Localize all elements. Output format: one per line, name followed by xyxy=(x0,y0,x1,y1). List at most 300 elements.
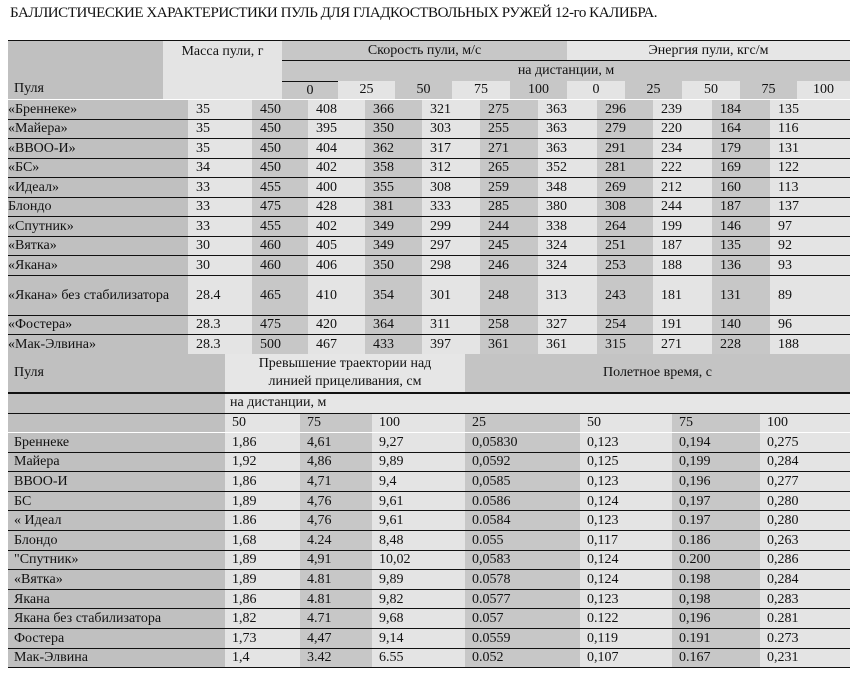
table-cell: 279 xyxy=(597,120,653,139)
table-cell: 259 xyxy=(480,178,538,197)
header-distance-label: на дистанции, м xyxy=(517,63,615,78)
table-cell: 6.55 xyxy=(372,649,465,668)
table-cell: 0,231 xyxy=(760,649,850,668)
table-cell: 0.0559 xyxy=(465,629,580,648)
table-row xyxy=(8,178,850,198)
header-distance-8: 75 xyxy=(740,81,797,99)
table-cell: 433 xyxy=(365,335,422,354)
table-cell: 131 xyxy=(770,139,850,158)
table-cell: 96 xyxy=(770,316,850,335)
table-cell: 381 xyxy=(365,198,422,217)
header-flight-time-label: Полетное время, с xyxy=(603,365,712,380)
table-cell: 271 xyxy=(480,139,538,158)
header-distance-7: 50 xyxy=(682,81,740,99)
table-cell: 1,86 xyxy=(225,433,300,452)
header-blank xyxy=(8,414,225,432)
table-cell: 406 xyxy=(308,256,365,275)
table-cell: 428 xyxy=(308,198,365,217)
table-cell: 363 xyxy=(538,100,597,119)
table-cell: 10,02 xyxy=(372,551,465,570)
table-cell: 338 xyxy=(538,217,597,236)
table-cell: 4,61 xyxy=(300,433,372,452)
bullet-name: Якана xyxy=(8,590,225,609)
table-cell: 258 xyxy=(480,316,538,335)
table-cell: 363 xyxy=(538,120,597,139)
table-row xyxy=(8,629,850,649)
table-cell: 0.186 xyxy=(672,531,760,550)
table-cell: 253 xyxy=(597,256,653,275)
table-cell: 1,73 xyxy=(225,629,300,648)
table-cell: 116 xyxy=(770,120,850,139)
table-cell: 271 xyxy=(653,335,712,354)
header-mass-label: Масса пули, г xyxy=(181,44,264,59)
table-cell: 350 xyxy=(365,120,422,139)
header-distance-3: 25 xyxy=(465,414,580,432)
bullet-name: «Бреннеке» xyxy=(8,100,188,119)
header-distance-label: на дистанции, м xyxy=(230,395,327,410)
table-cell: 181 xyxy=(653,276,712,315)
table-cell: 169 xyxy=(712,159,770,178)
table-cell: 317 xyxy=(422,139,480,158)
table-cell: 9,89 xyxy=(372,453,465,472)
table-cell: 355 xyxy=(365,178,422,197)
table-cell: 246 xyxy=(480,256,538,275)
table-cell: 4.71 xyxy=(300,609,372,628)
bullet-name: «Майера» xyxy=(8,120,188,139)
table-cell: 30 xyxy=(188,256,252,275)
bullet-name: Блондо xyxy=(8,531,225,550)
table-cell: 0,280 xyxy=(760,511,850,530)
bullet-name: Фостера xyxy=(8,629,225,648)
table-cell: 28.3 xyxy=(188,316,252,335)
table-cell: 0,199 xyxy=(672,453,760,472)
table-cell: 9,61 xyxy=(372,511,465,530)
table-cell: 179 xyxy=(712,139,770,158)
table-cell: 4,71 xyxy=(300,472,372,491)
table-cell: 0,117 xyxy=(580,531,672,550)
table-row xyxy=(8,237,850,257)
table-cell: 1,86 xyxy=(225,590,300,609)
table-cell: 0,194 xyxy=(672,433,760,452)
bullet-name: БС xyxy=(8,492,225,511)
table-row xyxy=(8,531,850,551)
ballistics-table-body xyxy=(8,100,850,355)
table-cell: 397 xyxy=(422,335,480,354)
table-cell: 269 xyxy=(597,178,653,197)
table-cell: 0.055 xyxy=(465,531,580,550)
bullet-name: «БС» xyxy=(8,159,188,178)
table-cell: 366 xyxy=(365,100,422,119)
header-bullet xyxy=(8,41,163,99)
table-cell: 275 xyxy=(480,100,538,119)
table-cell: 222 xyxy=(653,159,712,178)
table-cell: 0.197 xyxy=(672,511,760,530)
table-cell: 164 xyxy=(712,120,770,139)
table-cell: 308 xyxy=(422,178,480,197)
table-cell: 420 xyxy=(308,316,365,335)
table-cell: 349 xyxy=(365,237,422,256)
table-cell: 33 xyxy=(188,178,252,197)
trajectory-table-header xyxy=(8,354,850,434)
table-cell: 33 xyxy=(188,198,252,217)
table-cell: 251 xyxy=(597,237,653,256)
ballistics-table-header xyxy=(8,40,850,102)
header-distances xyxy=(282,81,850,99)
header-bullet-label: Пуля xyxy=(14,365,44,380)
header-distance-6: 25 xyxy=(625,81,682,99)
header-bullet xyxy=(8,354,225,392)
table-cell: 311 xyxy=(422,316,480,335)
table-cell: 254 xyxy=(597,316,653,335)
header-distance-4: 100 xyxy=(510,81,567,99)
table-cell: 1,4 xyxy=(225,649,300,668)
header-distance-0: 50 xyxy=(225,414,300,432)
table-cell: 245 xyxy=(480,237,538,256)
bullet-name: «Якана» xyxy=(8,256,188,275)
table-cell: 93 xyxy=(770,256,850,275)
table-cell: 0,0585 xyxy=(465,472,580,491)
bullet-name: ВВОО-И xyxy=(8,472,225,491)
bullet-name: «Идеал» xyxy=(8,178,188,197)
table-cell: 0.198 xyxy=(672,570,760,589)
header-distance-2: 100 xyxy=(372,414,465,432)
table-cell: 35 xyxy=(188,120,252,139)
bullet-name: «Мак-Элвина» xyxy=(8,335,188,354)
table-cell: 228 xyxy=(712,335,770,354)
table-cell: 1,82 xyxy=(225,609,300,628)
table-cell: 160 xyxy=(712,178,770,197)
table-cell: 220 xyxy=(653,120,712,139)
table-cell: 296 xyxy=(597,100,653,119)
table-cell: 285 xyxy=(480,198,538,217)
table-cell: 0.281 xyxy=(760,609,850,628)
header-blank xyxy=(8,394,225,413)
table-cell: 255 xyxy=(480,120,538,139)
table-cell: 0,263 xyxy=(760,531,850,550)
table-cell: 187 xyxy=(653,237,712,256)
table-cell: 0,280 xyxy=(760,492,850,511)
table-row xyxy=(8,433,850,453)
table-cell: 239 xyxy=(653,100,712,119)
table-cell: 4,91 xyxy=(300,551,372,570)
table-row xyxy=(8,139,850,159)
table-cell: 146 xyxy=(712,217,770,236)
table-cell: 410 xyxy=(308,276,365,315)
table-cell: 291 xyxy=(597,139,653,158)
table-cell: 187 xyxy=(712,198,770,217)
header-distance-1: 75 xyxy=(300,414,372,432)
table-cell: 312 xyxy=(422,159,480,178)
table-cell: 0.052 xyxy=(465,649,580,668)
table-cell: 140 xyxy=(712,316,770,335)
header-energy xyxy=(567,41,850,61)
bullet-name: «ВВОО-И» xyxy=(8,139,188,158)
table-cell: 450 xyxy=(252,120,308,139)
table-cell: 315 xyxy=(597,335,653,354)
table-cell: 0,275 xyxy=(760,433,850,452)
table-cell: 450 xyxy=(252,100,308,119)
header-trajectory xyxy=(225,354,465,392)
table-cell: 188 xyxy=(653,256,712,275)
bullet-name: «Фостера» xyxy=(8,316,188,335)
header-distances xyxy=(225,414,850,432)
table-cell: 364 xyxy=(365,316,422,335)
table-row xyxy=(8,472,850,492)
table-cell: 0.167 xyxy=(672,649,760,668)
bullet-name: Бреннеке xyxy=(8,433,225,452)
table-cell: 354 xyxy=(365,276,422,315)
table-cell: 113 xyxy=(770,178,850,197)
table-cell: 0.0586 xyxy=(465,492,580,511)
header-distance xyxy=(282,61,850,81)
table-cell: 0,123 xyxy=(580,590,672,609)
header-energy-label: Энергия пули, кгс/м xyxy=(648,42,769,58)
table-row xyxy=(8,551,850,571)
table-cell: 8,48 xyxy=(372,531,465,550)
table-cell: 0,123 xyxy=(580,472,672,491)
table-cell: 0.273 xyxy=(760,629,850,648)
header-bullet-label: Пуля xyxy=(14,81,44,96)
table-cell: 363 xyxy=(538,139,597,158)
table-cell: 97 xyxy=(770,217,850,236)
table-cell: 135 xyxy=(770,100,850,119)
table-cell: 308 xyxy=(597,198,653,217)
table-cell: 9,4 xyxy=(372,472,465,491)
table-cell: 348 xyxy=(538,178,597,197)
table-cell: 191 xyxy=(653,316,712,335)
table-cell: 1,89 xyxy=(225,492,300,511)
table-cell: 244 xyxy=(653,198,712,217)
table-cell: 265 xyxy=(480,159,538,178)
table-cell: 35 xyxy=(188,100,252,119)
bullet-name: "Спутник» xyxy=(8,551,225,570)
table-cell: 0,124 xyxy=(580,551,672,570)
table-cell: 402 xyxy=(308,159,365,178)
table-cell: 0,283 xyxy=(760,590,850,609)
header-distance-2: 50 xyxy=(395,81,452,99)
header-distance-5: 0 xyxy=(567,81,625,99)
table-cell: 9,14 xyxy=(372,629,465,648)
table-cell: 475 xyxy=(252,198,308,217)
table-cell: 400 xyxy=(308,178,365,197)
table-cell: 450 xyxy=(252,139,308,158)
table-cell: 264 xyxy=(597,217,653,236)
table-cell: 0,05830 xyxy=(465,433,580,452)
table-cell: 234 xyxy=(653,139,712,158)
table-cell: 135 xyxy=(712,237,770,256)
bullet-name: «Якана» без стабилизатора xyxy=(8,276,188,315)
table-row xyxy=(8,492,850,512)
table-cell: 298 xyxy=(422,256,480,275)
table-cell: 327 xyxy=(538,316,597,335)
table-cell: 9,68 xyxy=(372,609,465,628)
header-velocity xyxy=(282,41,567,61)
table-cell: 248 xyxy=(480,276,538,315)
bullet-name: «Вятка» xyxy=(8,570,225,589)
table-cell: 0.122 xyxy=(580,609,672,628)
table-cell: 0,123 xyxy=(580,511,672,530)
table-cell: 0,277 xyxy=(760,472,850,491)
table-cell: 28.3 xyxy=(188,335,252,354)
table-cell: 137 xyxy=(770,198,850,217)
table-cell: 1,86 xyxy=(225,472,300,491)
table-cell: 0.200 xyxy=(672,551,760,570)
table-cell: 0,124 xyxy=(580,492,672,511)
bullet-name: «Вятка» xyxy=(8,237,188,256)
trajectory-table-body xyxy=(8,433,850,668)
header-distance-9: 100 xyxy=(797,81,850,99)
table-cell: 4.81 xyxy=(300,570,372,589)
bullet-name: Якана без стабилизатора xyxy=(8,609,225,628)
table-cell: 184 xyxy=(712,100,770,119)
table-row xyxy=(8,316,850,336)
header-distance-0: 0 xyxy=(282,81,338,99)
table-row xyxy=(8,159,850,179)
table-cell: 358 xyxy=(365,159,422,178)
table-cell: 361 xyxy=(480,335,538,354)
bullet-name: Майера xyxy=(8,453,225,472)
bullet-name: «Спутник» xyxy=(8,217,188,236)
table-cell: 9,89 xyxy=(372,570,465,589)
table-cell: 349 xyxy=(365,217,422,236)
table-cell: 324 xyxy=(538,256,597,275)
table-cell: 1,89 xyxy=(225,551,300,570)
bullet-name: Блондо xyxy=(8,198,188,217)
table-cell: 362 xyxy=(365,139,422,158)
bullet-name: « Идеал xyxy=(8,511,225,530)
table-cell: 405 xyxy=(308,237,365,256)
table-cell: 404 xyxy=(308,139,365,158)
table-cell: 301 xyxy=(422,276,480,315)
table-cell: 500 xyxy=(252,335,308,354)
table-cell: 1.86 xyxy=(225,511,300,530)
table-row xyxy=(8,453,850,473)
header-distance-1: 25 xyxy=(338,81,395,99)
bullet-name: Мак-Элвина xyxy=(8,649,225,668)
table-cell: 9,61 xyxy=(372,492,465,511)
table-cell: 0,197 xyxy=(672,492,760,511)
table-cell: 313 xyxy=(538,276,597,315)
table-cell: 4,47 xyxy=(300,629,372,648)
table-cell: 4.24 xyxy=(300,531,372,550)
table-cell: 212 xyxy=(653,178,712,197)
table-cell: 1,89 xyxy=(225,570,300,589)
table-cell: 350 xyxy=(365,256,422,275)
table-cell: 0,284 xyxy=(760,570,850,589)
header-velocity-label: Скорость пули, м/с xyxy=(367,42,482,58)
header-distance-4: 50 xyxy=(580,414,672,432)
table-cell: 465 xyxy=(252,276,308,315)
table-row xyxy=(8,649,850,669)
table-cell: 4.81 xyxy=(300,590,372,609)
table-cell: 0,0583 xyxy=(465,551,580,570)
table-cell: 361 xyxy=(538,335,597,354)
table-cell: 188 xyxy=(770,335,850,354)
table-cell: 0,196 xyxy=(672,609,760,628)
table-cell: 0,196 xyxy=(672,472,760,491)
table-cell: 303 xyxy=(422,120,480,139)
header-trajectory-label: Превышение траектории над линией прицеливания, см xyxy=(258,356,432,389)
table-row xyxy=(8,276,850,316)
table-cell: 455 xyxy=(252,217,308,236)
table-cell: 243 xyxy=(597,276,653,315)
table-cell: 199 xyxy=(653,217,712,236)
table-cell: 297 xyxy=(422,237,480,256)
header-distance-3: 75 xyxy=(452,81,510,99)
table-cell: 352 xyxy=(538,159,597,178)
table-cell: 3.42 xyxy=(300,649,372,668)
table-cell: 299 xyxy=(422,217,480,236)
table-cell: 122 xyxy=(770,159,850,178)
table-row xyxy=(8,570,850,590)
table-cell: 0.0584 xyxy=(465,511,580,530)
table-row xyxy=(8,100,850,120)
table-cell: 475 xyxy=(252,316,308,335)
table-cell: 0.0578 xyxy=(465,570,580,589)
table-cell: 395 xyxy=(308,120,365,139)
table-cell: 0.057 xyxy=(465,609,580,628)
table-cell: 467 xyxy=(308,335,365,354)
page-title: БАЛЛИСТИЧЕСКИЕ ХАРАКТЕРИСТИКИ ПУЛЬ ДЛЯ ГЛАДКОСТВОЛЬНЫХ РУЖЕЙ 12-го КАЛИБРА. xyxy=(10,5,658,21)
table-cell: 324 xyxy=(538,237,597,256)
table-cell: 0,286 xyxy=(760,551,850,570)
table-row xyxy=(8,120,850,140)
table-cell: 1,92 xyxy=(225,453,300,472)
table-cell: 0,123 xyxy=(580,433,672,452)
table-cell: 333 xyxy=(422,198,480,217)
table-cell: 34 xyxy=(188,159,252,178)
table-row xyxy=(8,256,850,276)
table-row xyxy=(8,335,850,355)
table-cell: 460 xyxy=(252,237,308,256)
header-distance-6: 100 xyxy=(760,414,850,432)
table-cell: 0,124 xyxy=(580,570,672,589)
table-row xyxy=(8,217,850,237)
table-cell: 136 xyxy=(712,256,770,275)
table-cell: 0,125 xyxy=(580,453,672,472)
table-cell: 455 xyxy=(252,178,308,197)
table-cell: 0,107 xyxy=(580,649,672,668)
table-cell: 0,198 xyxy=(672,590,760,609)
table-cell: 0.0577 xyxy=(465,590,580,609)
table-cell: 450 xyxy=(252,159,308,178)
table-cell: 92 xyxy=(770,237,850,256)
table-cell: 9,27 xyxy=(372,433,465,452)
header-distance-5: 75 xyxy=(672,414,760,432)
table-cell: 321 xyxy=(422,100,480,119)
header-flight-time xyxy=(465,354,850,392)
table-cell: 4,76 xyxy=(300,492,372,511)
header-mass xyxy=(163,41,282,99)
table-row xyxy=(8,609,850,629)
table-cell: 281 xyxy=(597,159,653,178)
table-cell: 0,284 xyxy=(760,453,850,472)
table-cell: 0,0592 xyxy=(465,453,580,472)
table-cell: 1,68 xyxy=(225,531,300,550)
table-cell: 408 xyxy=(308,100,365,119)
table-cell: 244 xyxy=(480,217,538,236)
table-cell: 89 xyxy=(770,276,850,315)
table-cell: 380 xyxy=(538,198,597,217)
table-cell: 9,82 xyxy=(372,590,465,609)
table-cell: 460 xyxy=(252,256,308,275)
table-cell: 4,86 xyxy=(300,453,372,472)
table-row xyxy=(8,511,850,531)
table-cell: 35 xyxy=(188,139,252,158)
table-cell: 402 xyxy=(308,217,365,236)
table-cell: 131 xyxy=(712,276,770,315)
table-cell: 0,119 xyxy=(580,629,672,648)
